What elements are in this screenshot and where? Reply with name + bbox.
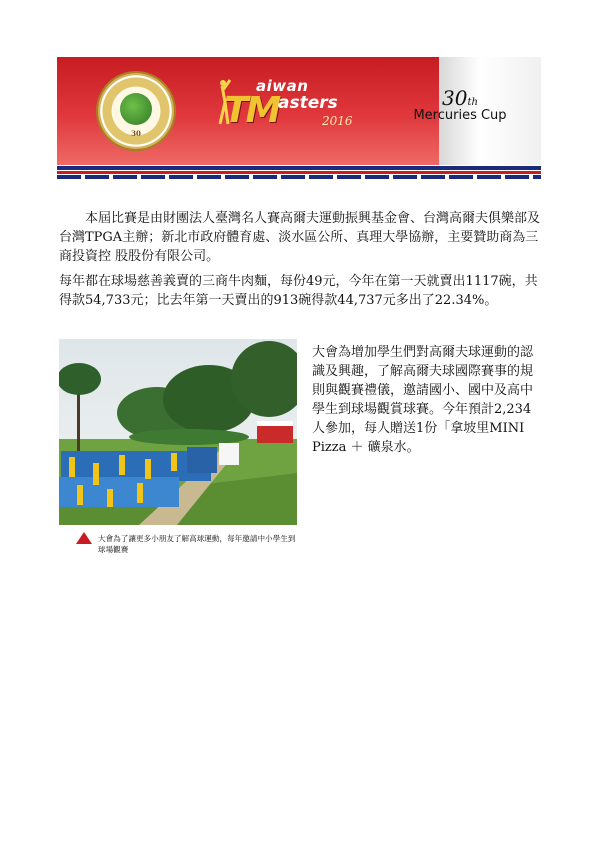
seal-number: 30 xyxy=(131,129,141,138)
paragraph-charity-sales: 每年都在球場慈善義賣的三商牛肉麵，每份49元，今年在第一天就賣出1117碗，共得款54,733元；比去年第一天賣出的913碗得款44,737元多出了22.34%。 xyxy=(59,274,538,308)
banner-stripe-dashed xyxy=(57,175,541,179)
globe-icon xyxy=(120,93,152,125)
anniversary-mark xyxy=(400,86,520,123)
caption-triangle-icon xyxy=(76,532,92,544)
anniversary-number: 30 xyxy=(442,86,468,110)
anniversary-suffix: th xyxy=(467,97,478,108)
paragraph-student-invitation: 大會為增加學生們對高爾夫球運動的認識及興趣，了解高爾夫球國際賽事的規則與觀賽禮儀，邀請國小、國中及高中學生到球場觀賞球賽。今年預計2,234人參加，每人贈送1份「拿坡里MINI Pizza ＋ 礦泉水。 xyxy=(312,345,534,455)
banner-stripe-blue xyxy=(57,166,541,170)
cup-name: Mercuries Cup xyxy=(413,108,507,123)
students-at-course-photo xyxy=(59,339,297,525)
logo-word-masters: asters xyxy=(278,93,338,113)
paragraph-organizers: 本屆比賽是由財團法人臺灣名人賽高爾夫運動振興基金會、台灣高爾夫俱樂部及台灣TPGA主辦；新北市政府體育處、淡水區公所、真理大學協辦，主要贊助商為三商投資控 股股份有限公司。 xyxy=(59,211,541,264)
logo-tm-letters: TM xyxy=(224,90,279,131)
logo-year: 2016 xyxy=(322,114,353,128)
photo-caption: 大會為了讓更多小朋友了解高球運動，每年邀請中小學生到球場觀賽 xyxy=(98,534,296,554)
foundation-seal-logo xyxy=(98,73,174,149)
logo-word-taiwan: aiwan xyxy=(256,77,309,95)
banner-stripe-red xyxy=(57,171,541,174)
taiwan-masters-logo xyxy=(216,77,374,136)
